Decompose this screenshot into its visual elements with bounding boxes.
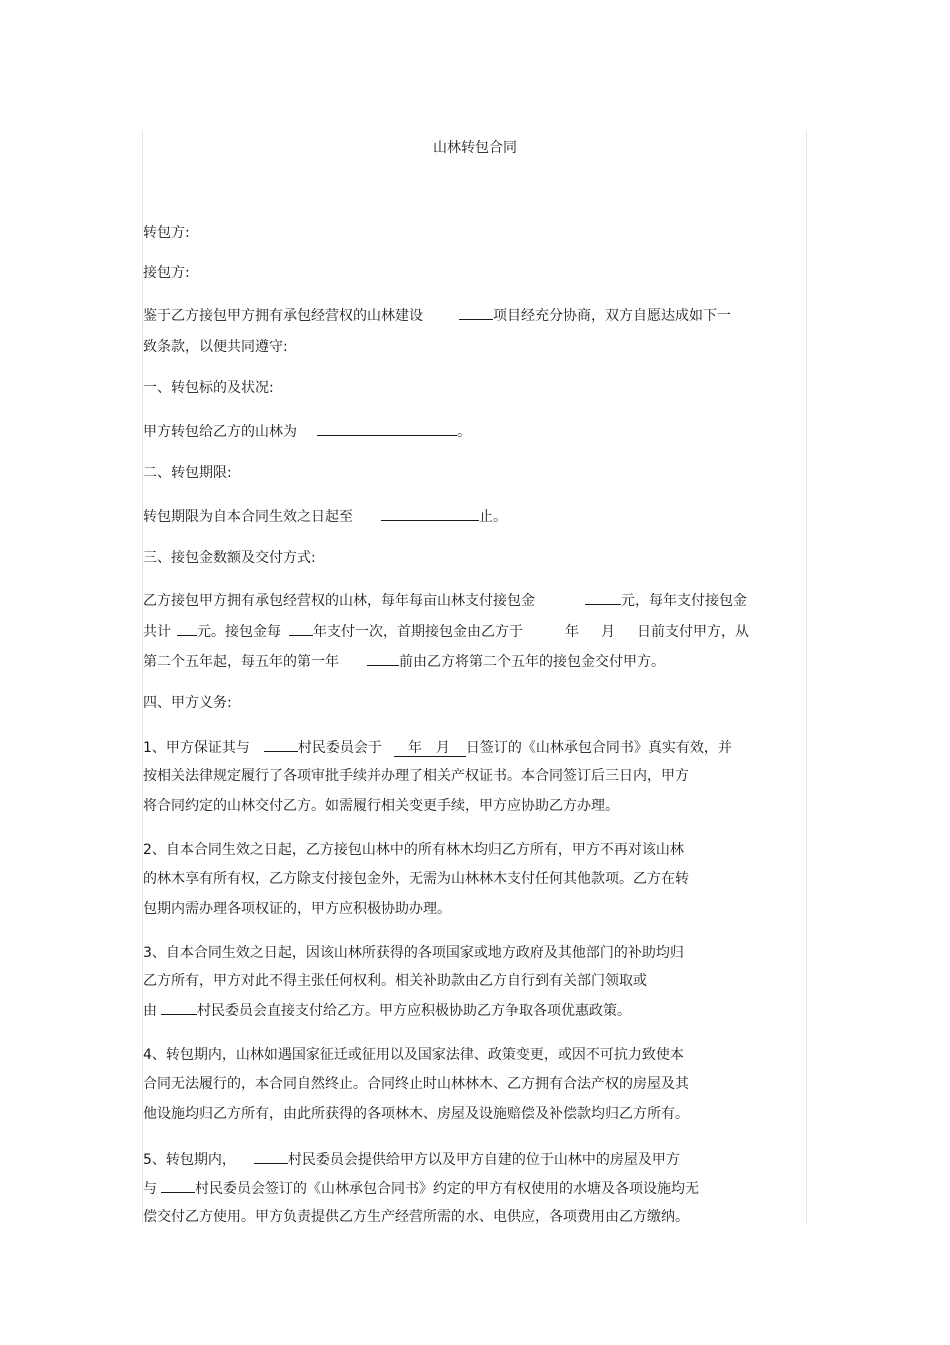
village-committee-blank <box>264 738 298 752</box>
document-title: 山林转包合同 <box>433 140 517 156</box>
preamble-line-2: 致条款，以便共同遵守: <box>143 339 288 355</box>
term-end-date-blank <box>381 507 479 521</box>
item-3-line-2: 乙方所有，甲方对此不得主张任何权利。相关补助款由乙方自行到有关部门领取或 <box>143 973 647 989</box>
section-3-line-1: 乙方接包甲方拥有承包经营权的山林，每年每亩山林支付接包金 元，每年支付接包金 <box>143 593 747 609</box>
right-margin-rule <box>806 130 807 1225</box>
section-1-line: 甲方转包给乙方的山林为 。 <box>143 424 471 440</box>
party-contractor-label: 接包方: <box>143 265 190 281</box>
item-4-line-3: 他设施均归乙方所有，由此所获得的各项林木、房屋及设施赔偿及补偿款均归乙方所有。 <box>143 1106 689 1122</box>
party-subcontractor-label: 转包方: <box>143 225 190 241</box>
village-committee-blank <box>161 1179 195 1193</box>
item-2-line-3: 包期内需办理各项权证的，甲方应积极协助办理。 <box>143 901 451 917</box>
item-3-line-3: 由 村民委员会直接支付给乙方。甲方应积极协助乙方争取各项优惠政策。 <box>143 1003 631 1019</box>
item-5-line-1: 5、转包期内， 村民委员会提供给甲方以及甲方自建的位于山林中的房屋及甲方 <box>143 1152 680 1168</box>
village-committee-blank <box>161 1001 197 1015</box>
section-4-heading: 四、甲方义务: <box>143 695 232 711</box>
payment-interval-blank <box>289 622 313 636</box>
item-3-line-1: 3、自本合同生效之日起，因该山林所获得的各项国家或地方政府及其他部门的补助均归 <box>143 945 684 961</box>
preamble-line-1: 鉴于乙方接包甲方拥有承包经营权的山林建设 项目经充分协商，双方自愿达成如下一 <box>143 308 731 324</box>
section-2-heading: 二、转包期限: <box>143 465 232 481</box>
project-blank <box>459 306 493 320</box>
total-fee-blank <box>177 622 197 636</box>
item-5-line-3: 偿交付乙方使用。甲方负责提供乙方生产经营所需的水、电供应，各项费用由乙方缴纳。 <box>143 1209 689 1225</box>
section-3-line-2: 共计 元。接包金每 年支付一次，首期接包金由乙方于 年 月 日前支付甲方，从 <box>143 624 749 640</box>
section-1-heading: 一、转包标的及状况: <box>143 380 274 396</box>
item-4-line-2: 合同无法履行的，本合同自然终止。合同终止时山林林木、乙方拥有合法产权的房屋及其 <box>143 1076 689 1092</box>
item-5-line-2: 与 村民委员会签订的《山林承包合同书》约定的甲方有权使用的水塘及各项设施均无 <box>143 1181 699 1197</box>
item-2-line-1: 2、自本合同生效之日起，乙方接包山林中的所有林木均归乙方所有，甲方不再对该山林 <box>143 842 684 858</box>
item-2-line-2: 的林木享有所有权，乙方除支付接包金外，无需为山林林木支付任何其他款项。乙方在转 <box>143 871 689 887</box>
item-1-line-3: 将合同约定的山林交付乙方。如需履行相关变更手续，甲方应协助乙方办理。 <box>143 798 619 814</box>
section-3-line-3: 第二个五年起，每五年的第一年 前由乙方将第二个五年的接包金交付甲方。 <box>143 654 665 670</box>
item-1-line-1: 1、甲方保证其与 村民委员会于 年 月 日签订的《山林承包合同书》真实有效，并 <box>143 740 732 756</box>
item-4-line-1: 4、转包期内，山林如遇国家征迁或征用以及国家法律、政策变更，或因不可抗力致使本 <box>143 1047 684 1063</box>
item-1-line-2: 按相关法律规定履行了各项审批手续并办理了相关产权证书。本合同签订后三日内，甲方 <box>143 768 689 784</box>
forest-description-blank <box>317 422 457 436</box>
section-2-line: 转包期限为自本合同生效之日起至 止。 <box>143 509 507 525</box>
fee-per-mu-blank <box>585 591 621 605</box>
village-committee-blank <box>254 1150 288 1164</box>
second-period-date-blank <box>367 652 399 666</box>
section-3-heading: 三、接包金数额及交付方式: <box>143 550 316 566</box>
signing-date-blank: 年 月 <box>394 740 466 757</box>
